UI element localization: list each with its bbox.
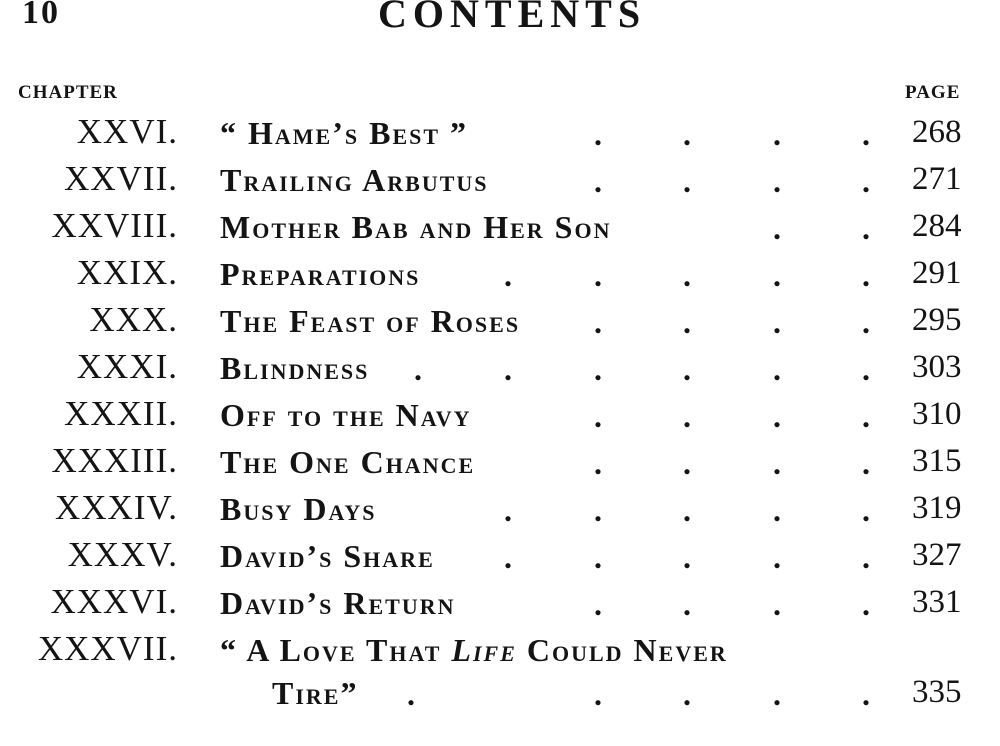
leader-dot: . (862, 116, 870, 152)
page-ref: 327 (912, 537, 962, 573)
leader-dot: . (504, 351, 512, 387)
chapter-title: The One Chance (220, 444, 476, 480)
toc-entry (0, 159, 1000, 205)
leader-dot: . (683, 304, 691, 340)
chapter-numeral: XXXVII. (37, 629, 178, 668)
chapter-title: Busy Days (220, 491, 377, 527)
leader-dot: . (862, 398, 870, 434)
leader-dot: . (773, 210, 781, 246)
chapter-title: Preparations (220, 256, 421, 292)
leader-dot: . (683, 398, 691, 434)
title-part: Could Never (516, 632, 728, 668)
page-ref: 319 (912, 490, 962, 526)
leader-dot: . (862, 163, 870, 199)
leader-dot: . (683, 116, 691, 152)
leader-dot: . (773, 492, 781, 528)
page-ref: 315 (912, 443, 962, 479)
leader-dot: . (504, 539, 512, 575)
leader-dot: . (773, 116, 781, 152)
toc-entry (0, 300, 1000, 346)
leader-dot: . (683, 445, 691, 481)
chapter-numeral: XXXVI. (50, 582, 178, 621)
toc-entry (0, 347, 1000, 393)
leader-dot: . (683, 539, 691, 575)
chapter-title: Off to the Navy (220, 397, 472, 433)
leader-dot: . (862, 445, 870, 481)
chapter-title: Blindness (220, 350, 370, 386)
leader-dot: . (683, 257, 691, 293)
leader-dot: . (773, 398, 781, 434)
leader-dot: . (594, 257, 602, 293)
leader-dot: . (773, 351, 781, 387)
leader-dot: . (594, 304, 602, 340)
toc-entry (0, 112, 1000, 158)
page-number: 10 (22, 0, 60, 31)
leader-dot: . (862, 492, 870, 528)
toc-entry (0, 488, 1000, 534)
leader-dot: . (683, 492, 691, 528)
leader-dot: . (773, 257, 781, 293)
page-ref: 271 (912, 161, 962, 197)
chapter-numeral: XXIX. (76, 253, 178, 292)
page-ref: 284 (912, 208, 962, 244)
chapter-numeral: XXXI. (76, 347, 178, 386)
leader-dot: . (594, 586, 602, 622)
leader-dot: . (594, 676, 602, 712)
chapter-title: “ Hame’s Best ” (220, 115, 469, 151)
chapter-numeral: XXXIV. (55, 488, 178, 527)
leader-dot: . (683, 351, 691, 387)
chapter-title: The Feast of Roses (220, 303, 521, 339)
page-ref: 310 (912, 396, 962, 432)
toc-entry (0, 629, 1000, 675)
leader-dot: . (773, 304, 781, 340)
leader-dot: . (594, 398, 602, 434)
page-column-label: PAGE (905, 82, 961, 103)
chapter-title: Trailing Arbutus (220, 162, 489, 198)
leader-dot: . (683, 676, 691, 712)
leader-dot: . (504, 492, 512, 528)
toc-entry (0, 441, 1000, 487)
toc-entry (0, 394, 1000, 440)
leader-dot: . (862, 257, 870, 293)
leader-dot: . (504, 257, 512, 293)
leader-dot: . (594, 163, 602, 199)
page-ref: 331 (912, 584, 962, 620)
toc-entry-continuation (0, 672, 1000, 718)
page-ref: 303 (912, 349, 962, 385)
chapter-title: David’s Return (220, 585, 456, 621)
toc-entry (0, 253, 1000, 299)
leader-dot: . (594, 351, 602, 387)
chapter-title (220, 632, 728, 669)
page-ref: 295 (912, 302, 962, 338)
chapter-numeral: XXXII. (64, 394, 178, 433)
leader-dot: . (683, 586, 691, 622)
chapter-numeral: XXVII. (64, 159, 178, 198)
chapter-title-continued: Tire” (272, 675, 359, 711)
toc-entry (0, 206, 1000, 252)
chapter-numeral: XXVI. (76, 112, 178, 151)
leader-dot: . (414, 351, 422, 387)
leader-dot: . (773, 445, 781, 481)
leader-dot: . (594, 445, 602, 481)
leader-dot: . (862, 351, 870, 387)
leader-dot: . (773, 539, 781, 575)
leader-dot: . (683, 163, 691, 199)
toc-entry (0, 582, 1000, 628)
leader-dot: . (862, 539, 870, 575)
leader-dot: . (862, 676, 870, 712)
toc-entry (0, 535, 1000, 581)
chapter-numeral: XXXIII. (51, 441, 178, 480)
chapter-title: Mother Bab and Her Son (220, 209, 612, 245)
leader-dot: . (773, 586, 781, 622)
title-italic-word: Life (451, 632, 517, 668)
chapter-numeral: XXX. (89, 300, 178, 339)
leader-dot: . (407, 676, 415, 712)
leader-dot: . (862, 210, 870, 246)
page-ref: 291 (912, 255, 962, 291)
leader-dot: . (862, 304, 870, 340)
title-part: “ A Love That (220, 632, 452, 668)
leader-dot: . (773, 676, 781, 712)
leader-dot: . (594, 116, 602, 152)
leader-dot: . (773, 163, 781, 199)
leader-dot: . (862, 586, 870, 622)
leader-dot: . (594, 539, 602, 575)
page-ref: 335 (912, 674, 962, 710)
chapter-numeral: XXXV. (67, 535, 178, 574)
chapter-title: David’s Share (220, 538, 435, 574)
running-head: CONTENTS (378, 0, 647, 36)
page-ref: 268 (912, 114, 962, 150)
chapter-column-label: CHAPTER (18, 82, 118, 103)
leader-dot: . (594, 492, 602, 528)
chapter-numeral: XXVIII. (51, 206, 178, 245)
